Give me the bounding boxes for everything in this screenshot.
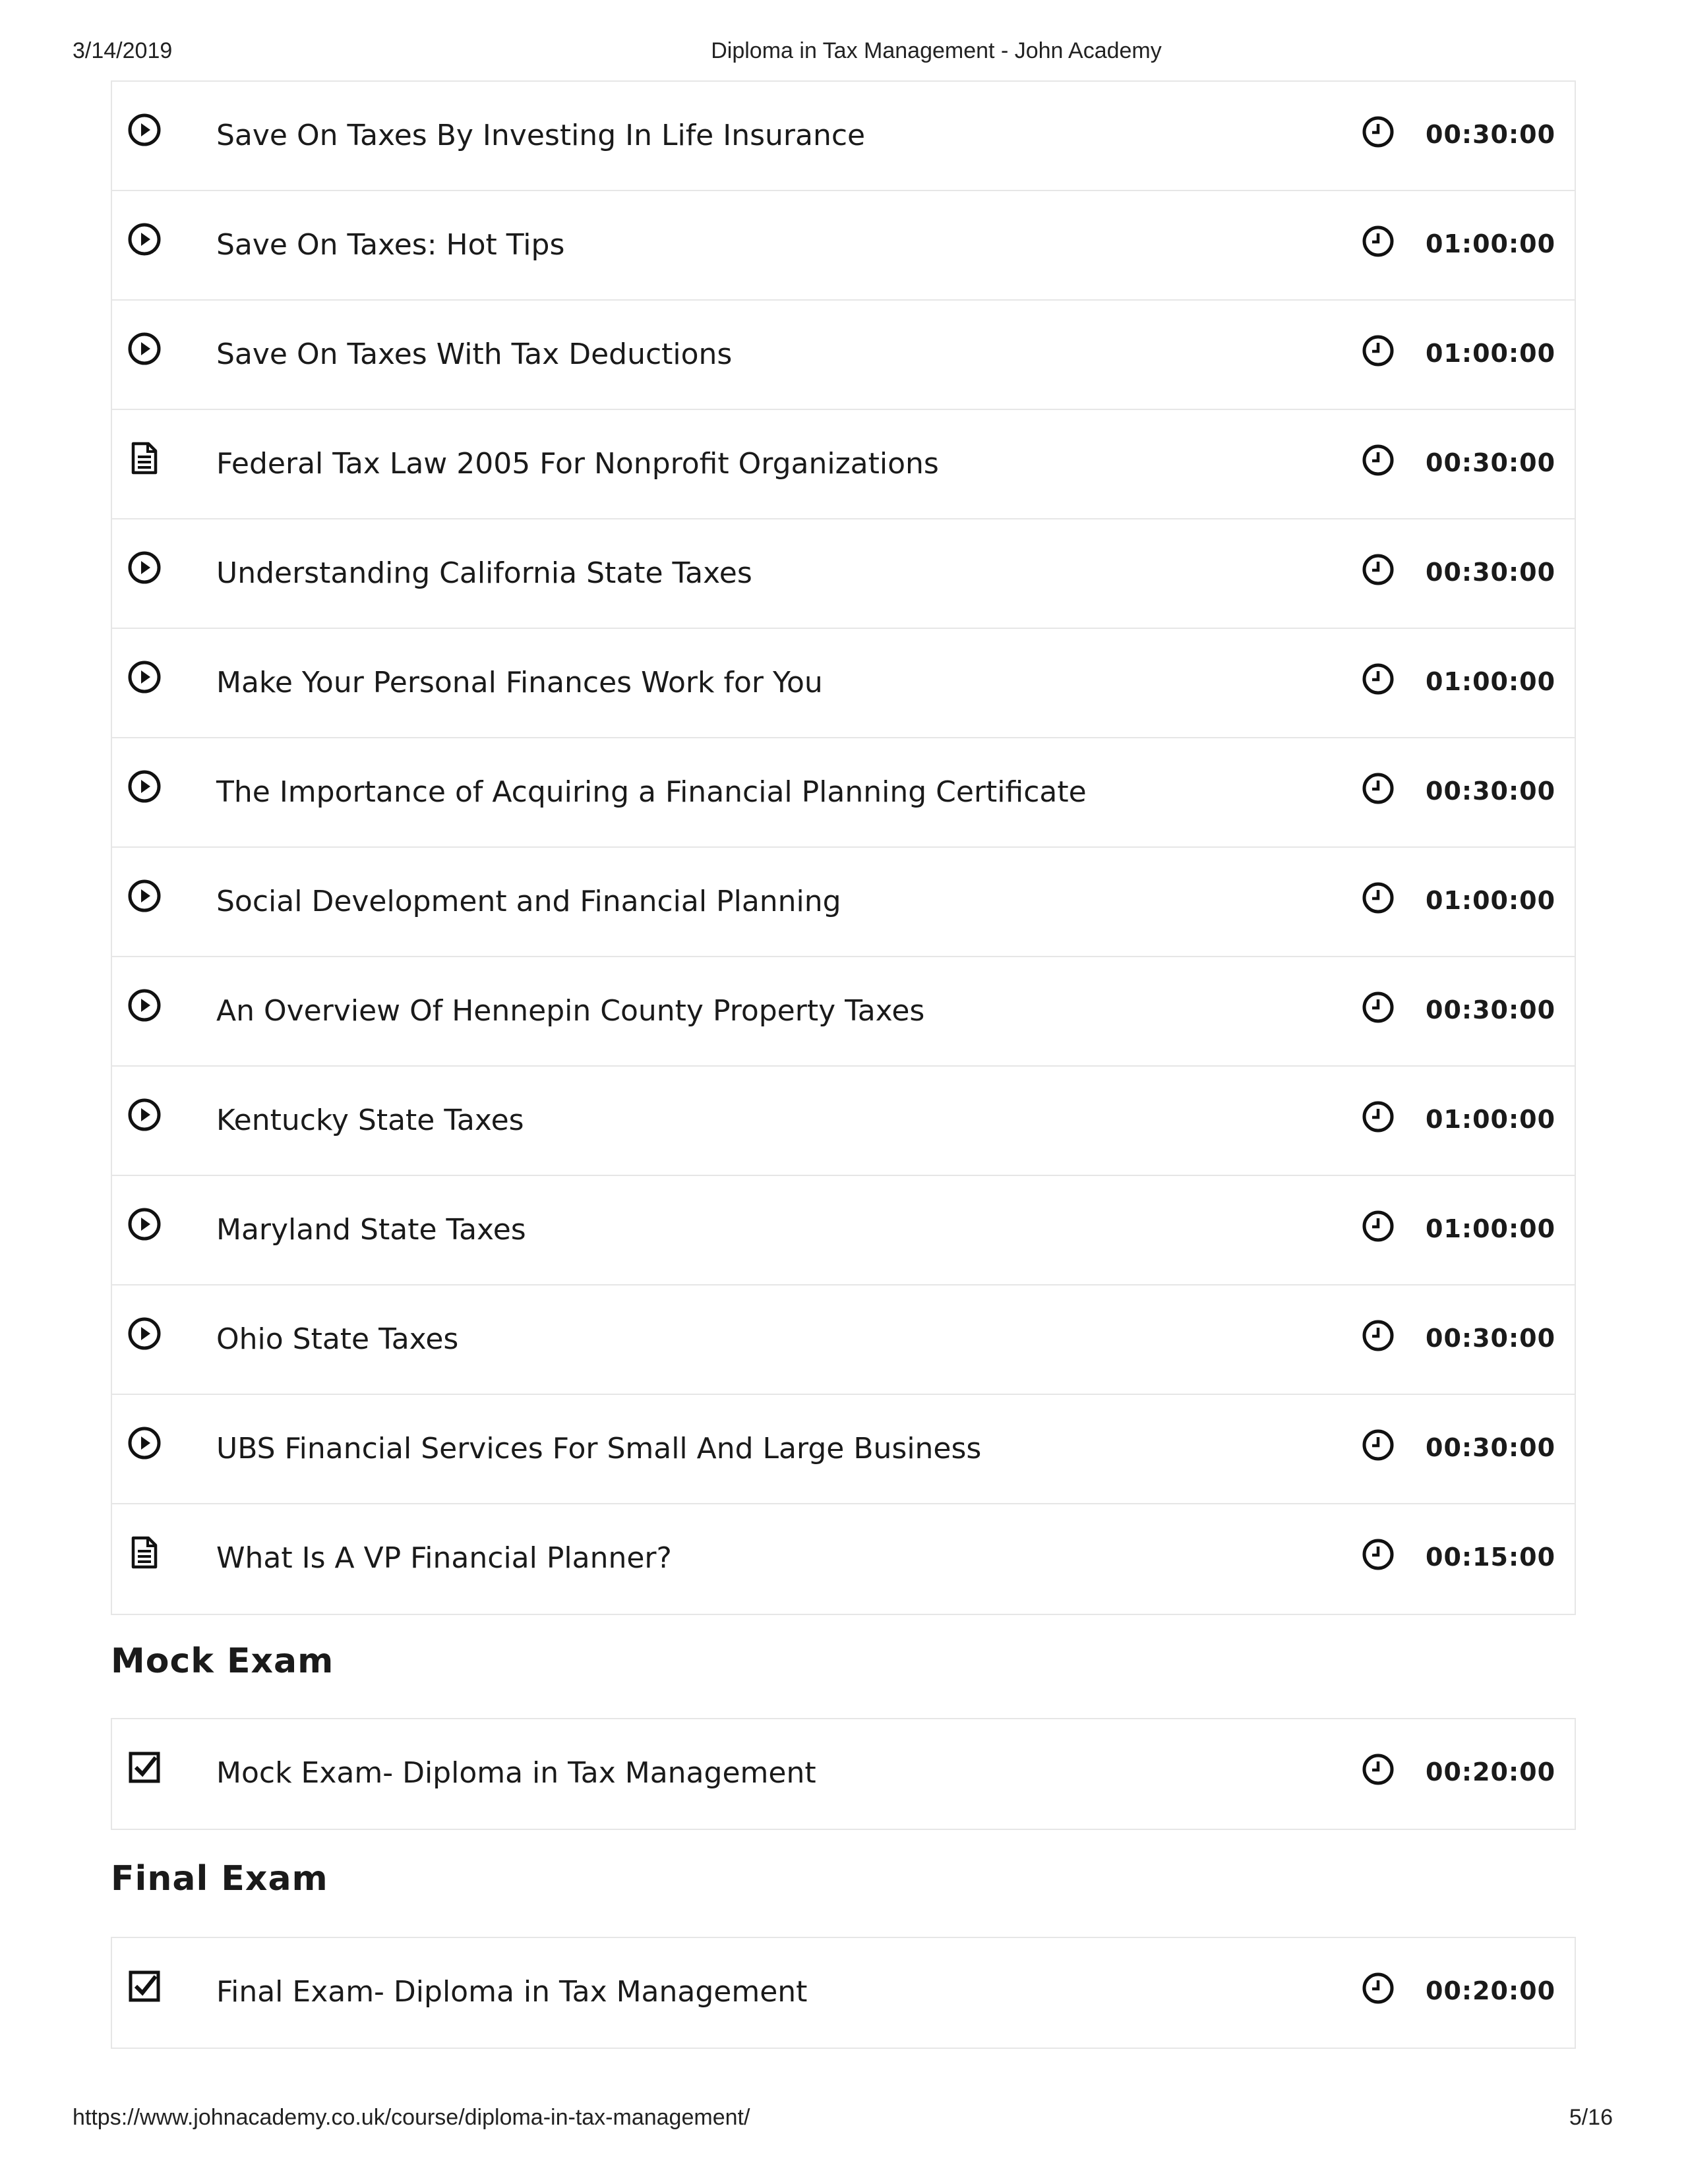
lesson-duration: 00:30:00 bbox=[1426, 777, 1556, 806]
page-number: 5/16 bbox=[1569, 2105, 1613, 2130]
lesson-title[interactable]: Save On Taxes: Hot Tips bbox=[216, 228, 565, 262]
lesson-row[interactable] bbox=[112, 191, 1575, 301]
play-circle-icon bbox=[127, 1206, 162, 1242]
lesson-title[interactable]: Make Your Personal Finances Work for You bbox=[216, 666, 823, 699]
clock-icon bbox=[1361, 1100, 1395, 1134]
lesson-title[interactable]: The Importance of Acquiring a Financial Planning Certificate bbox=[216, 775, 1087, 809]
checkbox-icon bbox=[127, 1968, 162, 2004]
play-circle-icon bbox=[127, 331, 162, 367]
clock-icon bbox=[1361, 662, 1395, 696]
lesson-row[interactable] bbox=[112, 848, 1575, 957]
clock-icon bbox=[1361, 1428, 1395, 1462]
curriculum-list bbox=[111, 80, 1576, 1615]
lesson-title[interactable]: Maryland State Taxes bbox=[216, 1213, 526, 1247]
clock-icon bbox=[1361, 224, 1395, 258]
lesson-row[interactable] bbox=[112, 82, 1575, 191]
lesson-duration: 00:30:00 bbox=[1426, 1433, 1556, 1462]
exam-duration: 00:20:00 bbox=[1426, 1976, 1556, 2005]
clock-icon bbox=[1361, 1209, 1395, 1243]
play-circle-icon bbox=[127, 878, 162, 914]
final-exam-list bbox=[111, 1937, 1576, 2049]
lesson-row[interactable] bbox=[112, 1504, 1575, 1614]
lesson-row[interactable] bbox=[112, 1067, 1575, 1176]
exam-title[interactable]: Final Exam- Diploma in Tax Management bbox=[216, 1975, 808, 2009]
play-circle-icon bbox=[127, 988, 162, 1023]
exam-row[interactable] bbox=[112, 1938, 1575, 2048]
play-circle-icon bbox=[127, 659, 162, 695]
lesson-duration: 01:00:00 bbox=[1426, 886, 1556, 915]
lesson-row[interactable] bbox=[112, 738, 1575, 848]
checkbox-icon bbox=[127, 1750, 162, 1785]
lesson-row[interactable] bbox=[112, 301, 1575, 410]
play-circle-icon bbox=[127, 769, 162, 804]
print-page-title: Diploma in Tax Management - John Academy bbox=[711, 38, 1162, 63]
lesson-duration: 01:00:00 bbox=[1426, 667, 1556, 696]
lesson-row[interactable] bbox=[112, 957, 1575, 1067]
clock-icon bbox=[1361, 1537, 1395, 1572]
lesson-duration: 00:30:00 bbox=[1426, 1324, 1556, 1353]
document-icon bbox=[127, 1535, 162, 1570]
clock-icon bbox=[1361, 115, 1395, 149]
lesson-duration: 01:00:00 bbox=[1426, 339, 1556, 368]
clock-icon bbox=[1361, 771, 1395, 806]
lesson-duration: 00:30:00 bbox=[1426, 448, 1556, 477]
play-circle-icon bbox=[127, 1097, 162, 1133]
lesson-title[interactable]: Social Development and Financial Planning bbox=[216, 885, 841, 918]
lesson-row[interactable] bbox=[112, 519, 1575, 629]
clock-icon bbox=[1361, 1971, 1395, 2005]
clock-icon bbox=[1361, 443, 1395, 477]
lesson-duration: 00:30:00 bbox=[1426, 120, 1556, 149]
exam-row[interactable] bbox=[112, 1719, 1575, 1829]
document-icon bbox=[127, 440, 162, 476]
clock-icon bbox=[1361, 552, 1395, 587]
mock-exam-heading: Mock Exam bbox=[111, 1641, 334, 1681]
print-header bbox=[0, 38, 1688, 70]
play-circle-icon bbox=[127, 112, 162, 148]
lesson-row[interactable] bbox=[112, 629, 1575, 738]
lesson-row[interactable] bbox=[112, 1285, 1575, 1395]
clock-icon bbox=[1361, 1752, 1395, 1786]
lesson-duration: 01:00:00 bbox=[1426, 1214, 1556, 1243]
clock-icon bbox=[1361, 990, 1395, 1024]
lesson-title[interactable]: UBS Financial Services For Small And Large Business bbox=[216, 1432, 982, 1465]
play-circle-icon bbox=[127, 221, 162, 257]
play-circle-icon bbox=[127, 1316, 162, 1351]
lesson-duration: 00:15:00 bbox=[1426, 1543, 1556, 1572]
lesson-title[interactable]: Federal Tax Law 2005 For Nonprofit Organizations bbox=[216, 447, 939, 481]
clock-icon bbox=[1361, 1318, 1395, 1353]
lesson-duration: 01:00:00 bbox=[1426, 229, 1556, 258]
lesson-duration: 00:30:00 bbox=[1426, 995, 1556, 1024]
lesson-title[interactable]: Kentucky State Taxes bbox=[216, 1104, 524, 1137]
print-date: 3/14/2019 bbox=[73, 38, 173, 63]
lesson-duration: 01:00:00 bbox=[1426, 1105, 1556, 1134]
clock-icon bbox=[1361, 334, 1395, 368]
lesson-row[interactable] bbox=[112, 410, 1575, 519]
lesson-title[interactable]: Save On Taxes With Tax Deductions bbox=[216, 338, 733, 371]
lesson-title[interactable]: What Is A VP Financial Planner? bbox=[216, 1541, 672, 1575]
mock-exam-list bbox=[111, 1718, 1576, 1830]
play-circle-icon bbox=[127, 550, 162, 585]
lesson-title[interactable]: Understanding California State Taxes bbox=[216, 556, 752, 590]
clock-icon bbox=[1361, 881, 1395, 915]
lesson-title[interactable]: An Overview Of Hennepin County Property Taxes bbox=[216, 994, 925, 1028]
lesson-row[interactable] bbox=[112, 1176, 1575, 1285]
lesson-duration: 00:30:00 bbox=[1426, 558, 1556, 587]
lesson-row[interactable] bbox=[112, 1395, 1575, 1504]
print-footer bbox=[0, 2105, 1688, 2137]
final-exam-heading: Final Exam bbox=[111, 1859, 328, 1899]
lesson-title[interactable]: Save On Taxes By Investing In Life Insurance bbox=[216, 119, 866, 152]
exam-duration: 00:20:00 bbox=[1426, 1757, 1556, 1786]
play-circle-icon bbox=[127, 1425, 162, 1461]
print-url: https://www.johnacademy.co.uk/course/diploma-in-tax-management/ bbox=[73, 2105, 750, 2130]
lesson-title[interactable]: Ohio State Taxes bbox=[216, 1322, 459, 1356]
exam-title[interactable]: Mock Exam- Diploma in Tax Management bbox=[216, 1756, 816, 1790]
